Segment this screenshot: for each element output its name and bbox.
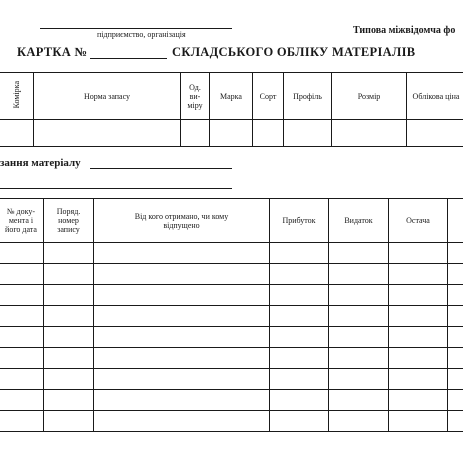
material-extra-line [0,188,232,189]
data-cell[interactable] [94,411,270,432]
card-number-line [90,58,167,59]
data-cell[interactable] [329,327,389,348]
header-cell: Облікова ціна [407,73,463,120]
material-name-line [90,168,232,169]
header-cell: Од. ви- міру [181,73,210,120]
data-cell[interactable] [448,369,463,390]
data-cell[interactable] [0,285,44,306]
data-cell[interactable] [0,327,44,348]
data-cell[interactable] [407,120,463,147]
data-cell[interactable] [270,411,329,432]
data-cell[interactable] [0,264,44,285]
org-caption: підприємство, організація [97,30,186,39]
data-cell[interactable] [0,243,44,264]
data-cell[interactable] [44,264,94,285]
data-cell[interactable] [0,390,44,411]
data-cell[interactable] [389,306,448,327]
data-cell[interactable] [94,327,270,348]
data-cell[interactable] [270,306,329,327]
material-info-table [0,72,463,147]
data-cell[interactable] [94,264,270,285]
data-cell[interactable] [329,411,389,432]
data-cell[interactable] [329,390,389,411]
data-cell[interactable] [0,306,44,327]
movement-table [0,198,463,432]
data-cell[interactable] [94,243,270,264]
data-cell[interactable] [389,327,448,348]
data-cell[interactable] [44,243,94,264]
header-cell: № доку- мента і його дата [0,199,44,243]
header-cell: Від кого отримано, чи кому відпущено [94,199,270,243]
data-cell[interactable] [389,348,448,369]
data-cell[interactable] [389,264,448,285]
data-cell[interactable] [448,243,463,264]
header-cell: Норма запасу [34,73,181,120]
data-cell[interactable] [94,390,270,411]
header-cell: Видаток [329,199,389,243]
data-cell[interactable] [389,369,448,390]
data-cell[interactable] [270,285,329,306]
data-cell[interactable] [44,327,94,348]
header-cell: Поряд. номер запису [44,199,94,243]
data-cell[interactable] [44,348,94,369]
data-cell[interactable] [448,348,463,369]
data-cell[interactable] [332,120,407,147]
data-cell[interactable] [329,285,389,306]
card-title-suffix: СКЛАДСЬКОГО ОБЛІКУ МАТЕРІАЛІВ [172,45,416,59]
header-cell: Остача [389,199,448,243]
data-cell[interactable] [448,264,463,285]
data-cell[interactable] [329,348,389,369]
data-cell[interactable] [270,327,329,348]
data-cell[interactable] [0,348,44,369]
data-cell[interactable] [448,285,463,306]
data-cell[interactable] [0,120,34,147]
data-cell[interactable] [34,120,181,147]
data-cell[interactable] [270,369,329,390]
data-cell[interactable] [94,348,270,369]
data-cell[interactable] [270,348,329,369]
data-cell[interactable] [0,411,44,432]
data-cell[interactable] [94,306,270,327]
org-underline [40,28,232,29]
data-cell[interactable] [284,120,332,147]
header-cell: Прибуток [270,199,329,243]
data-cell[interactable] [44,369,94,390]
data-cell[interactable] [44,306,94,327]
data-cell[interactable] [389,285,448,306]
data-cell[interactable] [270,243,329,264]
data-cell[interactable] [253,120,284,147]
card-title-prefix: КАРТКА № [17,45,88,59]
data-cell[interactable] [270,390,329,411]
data-cell[interactable] [448,411,463,432]
data-cell[interactable] [448,390,463,411]
data-cell[interactable] [94,285,270,306]
data-cell[interactable] [44,285,94,306]
header-cell-text: Комірка [11,81,21,109]
data-cell[interactable] [0,369,44,390]
data-cell[interactable] [448,306,463,327]
data-cell[interactable] [448,327,463,348]
data-cell[interactable] [210,120,253,147]
data-cell[interactable] [94,369,270,390]
data-cell[interactable] [329,369,389,390]
data-cell[interactable] [181,120,210,147]
data-cell[interactable] [389,390,448,411]
header-cell: Розмір [332,73,407,120]
data-cell[interactable] [329,264,389,285]
form-label: Типова міжвідомча фо [353,25,456,36]
data-cell[interactable] [44,390,94,411]
data-cell[interactable] [329,243,389,264]
data-cell[interactable] [44,411,94,432]
data-cell[interactable] [329,306,389,327]
data-cell[interactable] [389,411,448,432]
header-cell [448,199,463,243]
material-name-label: зання матеріалу [0,157,81,169]
data-cell[interactable] [270,264,329,285]
header-cell [0,73,34,120]
header-cell: Марка [210,73,253,120]
header-cell: Профіль [284,73,332,120]
header-cell: Сорт [253,73,284,120]
data-cell[interactable] [389,243,448,264]
